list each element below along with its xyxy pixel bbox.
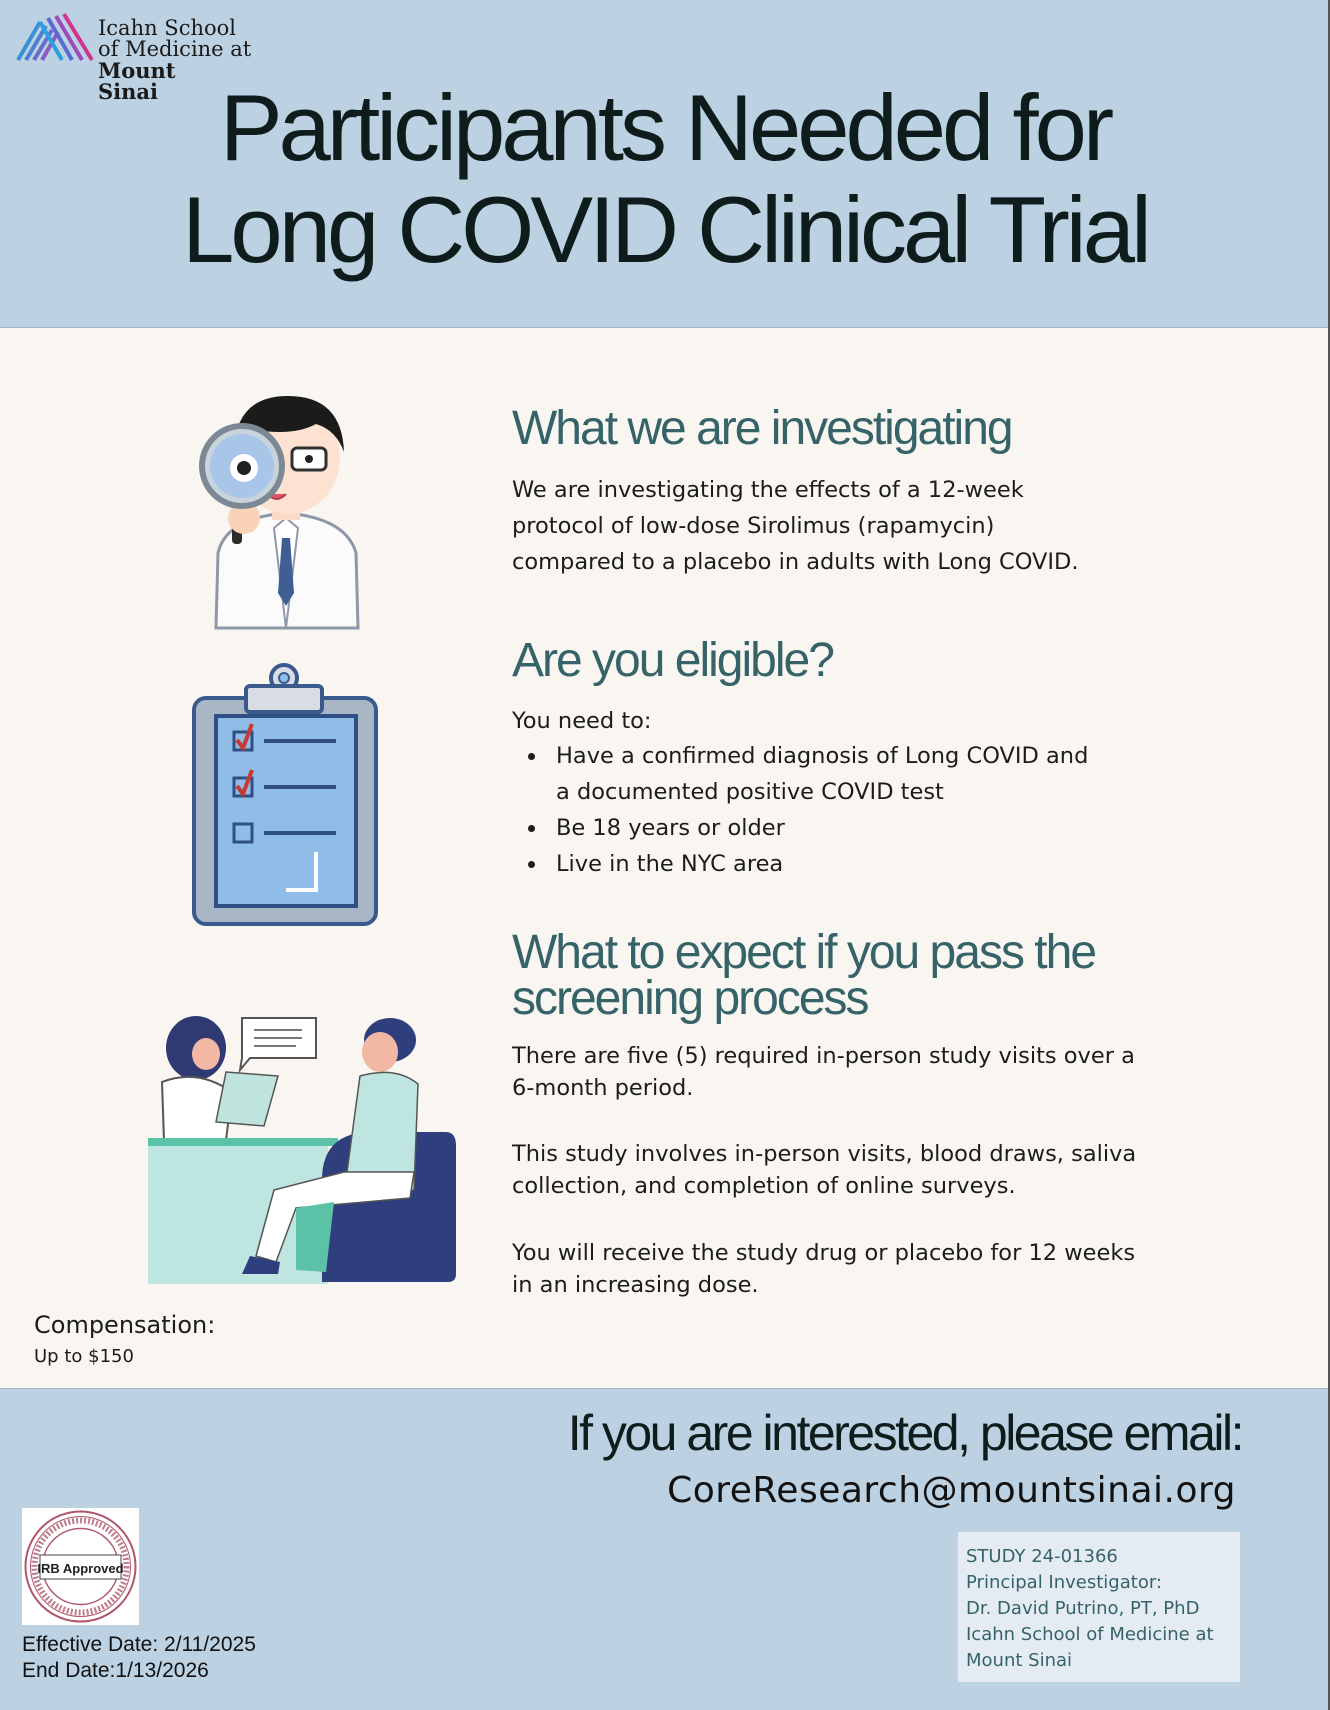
bullet-line: Live in the NYC area <box>556 851 784 877</box>
clipboard-checklist-icon <box>192 660 378 926</box>
investigating-description <box>512 472 1152 580</box>
pi-label: Principal Investigator: <box>966 1572 1162 1593</box>
expect-paragraph-2 <box>512 1138 1152 1202</box>
study-id: STUDY 24-01366 <box>966 1546 1118 1567</box>
eligible-intro: You need to: <box>512 708 652 734</box>
list-item <box>512 738 1152 810</box>
effective-date: Effective Date: 2/11/2025 <box>22 1633 256 1656</box>
list-item <box>512 810 1152 846</box>
compensation-value: Up to $150 <box>34 1346 134 1367</box>
approval-dates <box>22 1632 256 1684</box>
irb-badge-text: IRB Approved <box>37 1561 124 1576</box>
paragraph-line: collection, and completion of online surveys. <box>512 1173 1016 1199</box>
institution-line-1: Icahn School of Medicine at <box>966 1624 1214 1645</box>
paragraph-line: There are five (5) required in-person study visits over a <box>512 1043 1135 1069</box>
mount-sinai-logo-icon <box>16 12 94 62</box>
study-info-box <box>958 1532 1240 1682</box>
page-title-line-1: Participants Needed for <box>219 75 1111 180</box>
section-heading-investigating: What we are investigating <box>512 402 1012 455</box>
list-item <box>512 846 1152 882</box>
header-banner <box>0 0 1328 328</box>
paragraph-line: You will receive the study drug or placebo for 12 weeks <box>512 1240 1136 1266</box>
bullet-line: Be 18 years or older <box>556 815 785 841</box>
bullet-line: a documented positive COVID test <box>556 779 944 805</box>
pi-name: Dr. David Putrino, PT, PhD <box>966 1598 1200 1619</box>
section-heading-eligible: Are you eligible? <box>512 634 833 687</box>
investigating-line: compared to a placebo in adults with Long COVID. <box>512 549 1079 575</box>
paragraph-line: in an increasing dose. <box>512 1272 759 1298</box>
doctor-patient-consult-icon <box>146 1012 456 1284</box>
investigating-line: We are investigating the effects of a 12-week <box>512 477 1024 503</box>
logo-line-4: Sinai <box>98 79 158 104</box>
researcher-magnifier-icon <box>196 378 376 633</box>
eligibility-list <box>512 738 1152 882</box>
section-heading-expect-line-1: What to expect if you pass the <box>512 926 1096 979</box>
section-heading-expect-line-2: screening process <box>512 972 868 1025</box>
contact-call-to-action: If you are interested, please email: <box>567 1405 1242 1461</box>
contact-email-link[interactable]: CoreResearch@mountsinai.org <box>667 1470 1236 1511</box>
logo-line-3: Mount <box>98 58 176 83</box>
logo-line-1: Icahn School <box>98 16 236 40</box>
expect-paragraph-3 <box>512 1237 1152 1301</box>
page-title-line-2: Long COVID Clinical Trial <box>182 177 1148 282</box>
expect-paragraph-1 <box>512 1040 1152 1104</box>
bullet-line: Have a confirmed diagnosis of Long COVID and <box>556 743 1089 769</box>
institution-line-2: Mount Sinai <box>966 1650 1073 1671</box>
paragraph-line: 6-month period. <box>512 1075 694 1101</box>
end-date: End Date:1/13/2026 <box>22 1659 209 1682</box>
logo-line-2: of Medicine at <box>98 37 252 61</box>
investigating-line: protocol of low-dose Sirolimus (rapamycin) <box>512 513 995 539</box>
irb-seal-icon <box>22 1508 139 1625</box>
compensation-label: Compensation: <box>34 1311 216 1339</box>
paragraph-line: This study involves in-person visits, blood draws, saliva <box>512 1141 1137 1167</box>
